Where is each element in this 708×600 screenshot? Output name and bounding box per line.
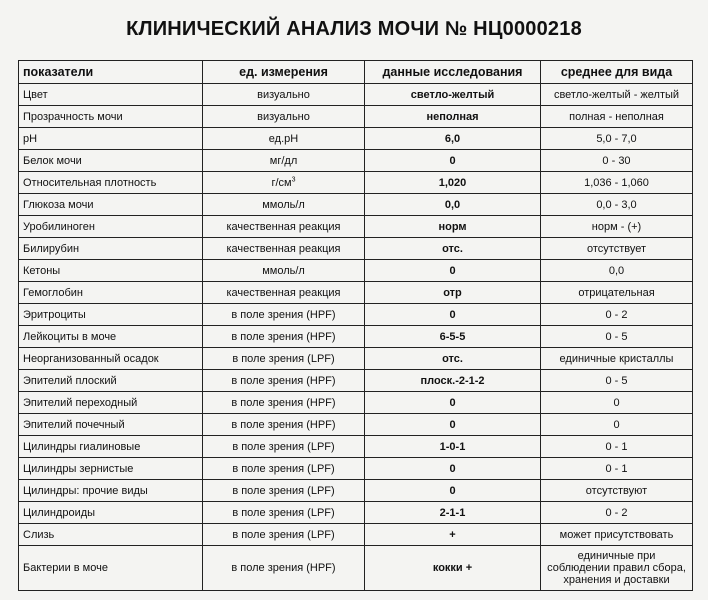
table-row bbox=[19, 414, 693, 436]
table-row bbox=[19, 546, 693, 591]
param-cell-text: Прозрачность мочи bbox=[23, 110, 123, 123]
norm-cell bbox=[541, 128, 693, 150]
table-row bbox=[19, 128, 693, 150]
unit-cell bbox=[203, 348, 365, 370]
param-cell bbox=[19, 106, 203, 128]
param-cell-text: Кетоны bbox=[23, 264, 61, 277]
norm-cell bbox=[541, 546, 693, 591]
norm-cell-text: 5,0 - 7,0 bbox=[596, 132, 637, 145]
table-row bbox=[19, 304, 693, 326]
norm-cell-text: 0,0 bbox=[608, 264, 625, 277]
table-row bbox=[19, 524, 693, 546]
unit-cell bbox=[203, 370, 365, 392]
unit-cell-text: качественная реакция bbox=[226, 242, 341, 255]
norm-cell-text: 0 - 5 bbox=[605, 374, 628, 387]
unit-cell bbox=[203, 326, 365, 348]
param-cell bbox=[19, 150, 203, 172]
param-cell-text: Глюкоза мочи bbox=[23, 198, 94, 211]
norm-cell-text: 0 - 5 bbox=[605, 330, 628, 343]
unit-cell-text: в поле зрения (HPF) bbox=[231, 396, 336, 409]
param-cell-text: Эпителий почечный bbox=[23, 418, 125, 431]
unit-cell-text: ммоль/л bbox=[262, 198, 305, 211]
param-cell bbox=[19, 128, 203, 150]
table-row bbox=[19, 458, 693, 480]
value-cell-text: + bbox=[449, 528, 456, 541]
param-cell-text: Эпителий переходный bbox=[23, 396, 138, 409]
param-cell-text: Эритроциты bbox=[23, 308, 86, 321]
norm-cell bbox=[541, 348, 693, 370]
norm-cell bbox=[541, 502, 693, 524]
table-row bbox=[19, 194, 693, 216]
param-cell-text: Билирубин bbox=[23, 242, 80, 255]
norm-cell bbox=[541, 370, 693, 392]
table-row bbox=[19, 436, 693, 458]
param-cell bbox=[19, 282, 203, 304]
header-value: данные исследования bbox=[365, 61, 541, 84]
table-row bbox=[19, 238, 693, 260]
unit-cell bbox=[203, 282, 365, 304]
norm-cell bbox=[541, 172, 693, 194]
value-cell-text: 0,0 bbox=[444, 198, 461, 211]
value-cell bbox=[365, 304, 541, 326]
param-cell-text: Цилиндры зернистые bbox=[23, 462, 134, 475]
value-cell bbox=[365, 546, 541, 591]
norm-cell-text: отрицательная bbox=[578, 286, 655, 299]
unit-cell-text: ммоль/л bbox=[262, 264, 305, 277]
param-cell bbox=[19, 502, 203, 524]
param-cell-text: Цилиндры гиалиновые bbox=[23, 440, 141, 453]
param-cell bbox=[19, 260, 203, 282]
param-cell-text: Уробилиноген bbox=[23, 220, 95, 233]
unit-cell-text: визуально bbox=[257, 88, 310, 101]
param-cell-text: Цилиндры: прочие виды bbox=[23, 484, 148, 497]
value-cell-text: плоск.-2-1-2 bbox=[420, 374, 485, 387]
table-row bbox=[19, 260, 693, 282]
table-row bbox=[19, 502, 693, 524]
value-cell bbox=[365, 194, 541, 216]
norm-cell-text: отсутствуют bbox=[585, 484, 648, 497]
value-cell-text: 2-1-1 bbox=[439, 506, 466, 519]
norm-cell-text: 0 - 30 bbox=[602, 154, 631, 167]
norm-cell-text: единичные кристаллы bbox=[559, 352, 674, 365]
norm-cell bbox=[541, 84, 693, 106]
value-cell bbox=[365, 84, 541, 106]
param-cell-text: Слизь bbox=[23, 528, 55, 541]
value-cell bbox=[365, 392, 541, 414]
value-cell bbox=[365, 480, 541, 502]
table-header-row bbox=[19, 61, 693, 84]
unit-cell bbox=[203, 436, 365, 458]
unit-cell-text: в поле зрения (LPF) bbox=[232, 462, 335, 475]
norm-cell-text: 0 - 2 bbox=[605, 506, 628, 519]
param-cell bbox=[19, 524, 203, 546]
table-row bbox=[19, 370, 693, 392]
value-cell-text: 1-0-1 bbox=[439, 440, 466, 453]
norm-cell-text: отсутствует bbox=[586, 242, 646, 255]
value-cell-text: 6,0 bbox=[444, 132, 461, 145]
unit-cell bbox=[203, 106, 365, 128]
param-cell-text: Лейкоциты в моче bbox=[23, 330, 117, 343]
table-row bbox=[19, 150, 693, 172]
param-cell-text: Белок мочи bbox=[23, 154, 82, 167]
norm-cell-text: 1,036 - 1,060 bbox=[584, 176, 649, 189]
unit-cell bbox=[203, 458, 365, 480]
table-row bbox=[19, 172, 693, 194]
norm-cell bbox=[541, 392, 693, 414]
param-cell bbox=[19, 238, 203, 260]
norm-cell bbox=[541, 436, 693, 458]
param-cell bbox=[19, 216, 203, 238]
norm-cell-text: 0 bbox=[613, 396, 620, 409]
unit-superscript: 3 bbox=[291, 175, 296, 183]
param-cell bbox=[19, 392, 203, 414]
header-norm: среднее для вида bbox=[541, 61, 693, 84]
report-title: КЛИНИЧЕСКИЙ АНАЛИЗ МОЧИ № НЦ0000218 bbox=[126, 18, 582, 40]
norm-cell bbox=[541, 150, 693, 172]
param-cell bbox=[19, 370, 203, 392]
norm-cell bbox=[541, 458, 693, 480]
unit-cell bbox=[203, 414, 365, 436]
value-cell bbox=[365, 348, 541, 370]
param-cell bbox=[19, 480, 203, 502]
param-cell bbox=[19, 172, 203, 194]
norm-cell-text: 0 - 1 bbox=[605, 440, 628, 453]
value-cell bbox=[365, 414, 541, 436]
norm-cell bbox=[541, 216, 693, 238]
value-cell bbox=[365, 106, 541, 128]
norm-cell bbox=[541, 524, 693, 546]
unit-cell-text: в поле зрения (HPF) bbox=[231, 308, 336, 321]
norm-cell bbox=[541, 326, 693, 348]
param-cell-text: pH bbox=[23, 132, 38, 145]
norm-cell bbox=[541, 414, 693, 436]
param-cell bbox=[19, 194, 203, 216]
param-cell bbox=[19, 458, 203, 480]
unit-cell-text: ед.pH bbox=[268, 132, 299, 145]
unit-cell-text: в поле зрения (LPF) bbox=[232, 352, 335, 365]
unit-cell bbox=[203, 480, 365, 502]
norm-cell-text: полная - неполная bbox=[569, 110, 664, 123]
value-cell-text: отс. bbox=[442, 352, 463, 365]
norm-cell-text: может присутствовать bbox=[559, 528, 674, 541]
value-cell bbox=[365, 128, 541, 150]
unit-cell-text: в поле зрения (LPF) bbox=[232, 440, 335, 453]
unit-cell bbox=[203, 172, 365, 194]
table-row bbox=[19, 348, 693, 370]
norm-cell bbox=[541, 260, 693, 282]
value-cell-text: 1,020 bbox=[438, 176, 467, 189]
value-cell bbox=[365, 216, 541, 238]
value-cell bbox=[365, 370, 541, 392]
value-cell-text: 0 bbox=[449, 396, 456, 409]
unit-cell-text: в поле зрения (HPF) bbox=[231, 418, 336, 431]
norm-cell bbox=[541, 304, 693, 326]
header-unit: ед. измерения bbox=[203, 61, 365, 84]
value-cell-text: 0 bbox=[449, 418, 456, 431]
value-cell bbox=[365, 282, 541, 304]
param-cell bbox=[19, 348, 203, 370]
unit-cell bbox=[203, 216, 365, 238]
value-cell bbox=[365, 502, 541, 524]
value-cell-text: отр bbox=[443, 286, 462, 299]
norm-cell-text: светло-желтый - желтый bbox=[553, 88, 680, 101]
table-row bbox=[19, 392, 693, 414]
value-cell bbox=[365, 150, 541, 172]
unit-cell-text: в поле зрения (LPF) bbox=[232, 506, 335, 519]
value-cell-text: 6-5-5 bbox=[439, 330, 466, 343]
value-cell bbox=[365, 524, 541, 546]
norm-cell-text: 0 - 2 bbox=[605, 308, 628, 321]
norm-cell bbox=[541, 282, 693, 304]
value-cell-text: норм bbox=[438, 220, 467, 233]
unit-cell bbox=[203, 502, 365, 524]
value-cell bbox=[365, 436, 541, 458]
param-cell bbox=[19, 326, 203, 348]
unit-cell bbox=[203, 84, 365, 106]
table-row bbox=[19, 480, 693, 502]
unit-cell bbox=[203, 524, 365, 546]
unit-cell-text: в поле зрения (HPF) bbox=[231, 330, 336, 343]
norm-cell-text: 0 - 1 bbox=[605, 462, 628, 475]
param-cell bbox=[19, 84, 203, 106]
param-cell bbox=[19, 414, 203, 436]
param-cell-text: Бактерии в моче bbox=[23, 562, 108, 574]
unit-cell-text: в поле зрения (LPF) bbox=[232, 484, 335, 497]
value-cell-text: неполная bbox=[426, 110, 479, 123]
value-cell-text: 0 bbox=[449, 462, 456, 475]
norm-cell bbox=[541, 238, 693, 260]
value-cell-text: 0 bbox=[449, 264, 456, 277]
param-cell bbox=[19, 546, 203, 591]
unit-cell-text: качественная реакция bbox=[226, 220, 341, 233]
unit-cell-text: г/см bbox=[271, 176, 292, 189]
unit-cell-text: в поле зрения (HPF) bbox=[231, 374, 336, 387]
norm-cell-text: 0,0 - 3,0 bbox=[596, 198, 637, 211]
unit-cell bbox=[203, 128, 365, 150]
norm-cell bbox=[541, 480, 693, 502]
value-cell bbox=[365, 326, 541, 348]
value-cell-text: 0 bbox=[449, 154, 456, 167]
unit-cell bbox=[203, 304, 365, 326]
value-cell-text: 0 bbox=[449, 308, 456, 321]
norm-cell bbox=[541, 194, 693, 216]
value-cell bbox=[365, 260, 541, 282]
value-cell-text: отс. bbox=[442, 242, 463, 255]
param-cell-text: Цилиндроиды bbox=[23, 506, 96, 519]
unit-cell-text: в поле зрения (HPF) bbox=[231, 562, 336, 574]
param-cell bbox=[19, 304, 203, 326]
unit-cell bbox=[203, 194, 365, 216]
unit-cell-text: в поле зрения (LPF) bbox=[232, 528, 335, 541]
unit-cell bbox=[203, 392, 365, 414]
param-cell-text: Гемоглобин bbox=[23, 286, 83, 299]
param-cell-text: Эпителий плоский bbox=[23, 374, 117, 387]
value-cell bbox=[365, 172, 541, 194]
table-row bbox=[19, 106, 693, 128]
unit-cell-text: визуально bbox=[257, 110, 310, 123]
norm-cell bbox=[541, 106, 693, 128]
unit-cell-text: мг/дл bbox=[269, 154, 298, 167]
value-cell bbox=[365, 238, 541, 260]
param-cell-text: Относительная плотность bbox=[23, 176, 157, 189]
param-cell-text: Неорганизованный осадок bbox=[23, 352, 159, 365]
value-cell bbox=[365, 458, 541, 480]
param-cell-text: Цвет bbox=[23, 88, 48, 101]
unit-cell-text: качественная реакция bbox=[226, 286, 341, 299]
table-body bbox=[19, 84, 693, 591]
results-table bbox=[18, 60, 693, 591]
table-row bbox=[19, 84, 693, 106]
header-param: показатели bbox=[19, 61, 203, 84]
unit-cell bbox=[203, 546, 365, 591]
norm-cell-text: 0 bbox=[613, 418, 620, 431]
table-row bbox=[19, 282, 693, 304]
table-row bbox=[19, 216, 693, 238]
norm-cell-text: единичные при соблюдении правил сбора, хранения и доставки bbox=[547, 550, 686, 586]
norm-cell-text: норм - (+) bbox=[591, 220, 642, 233]
value-cell-text: 0 bbox=[449, 484, 456, 497]
param-cell bbox=[19, 436, 203, 458]
value-cell-text: светло-желтый bbox=[410, 88, 495, 101]
unit-cell bbox=[203, 150, 365, 172]
unit-cell bbox=[203, 238, 365, 260]
value-cell-text: кокки + bbox=[432, 562, 473, 574]
unit-cell bbox=[203, 260, 365, 282]
table-row bbox=[19, 326, 693, 348]
